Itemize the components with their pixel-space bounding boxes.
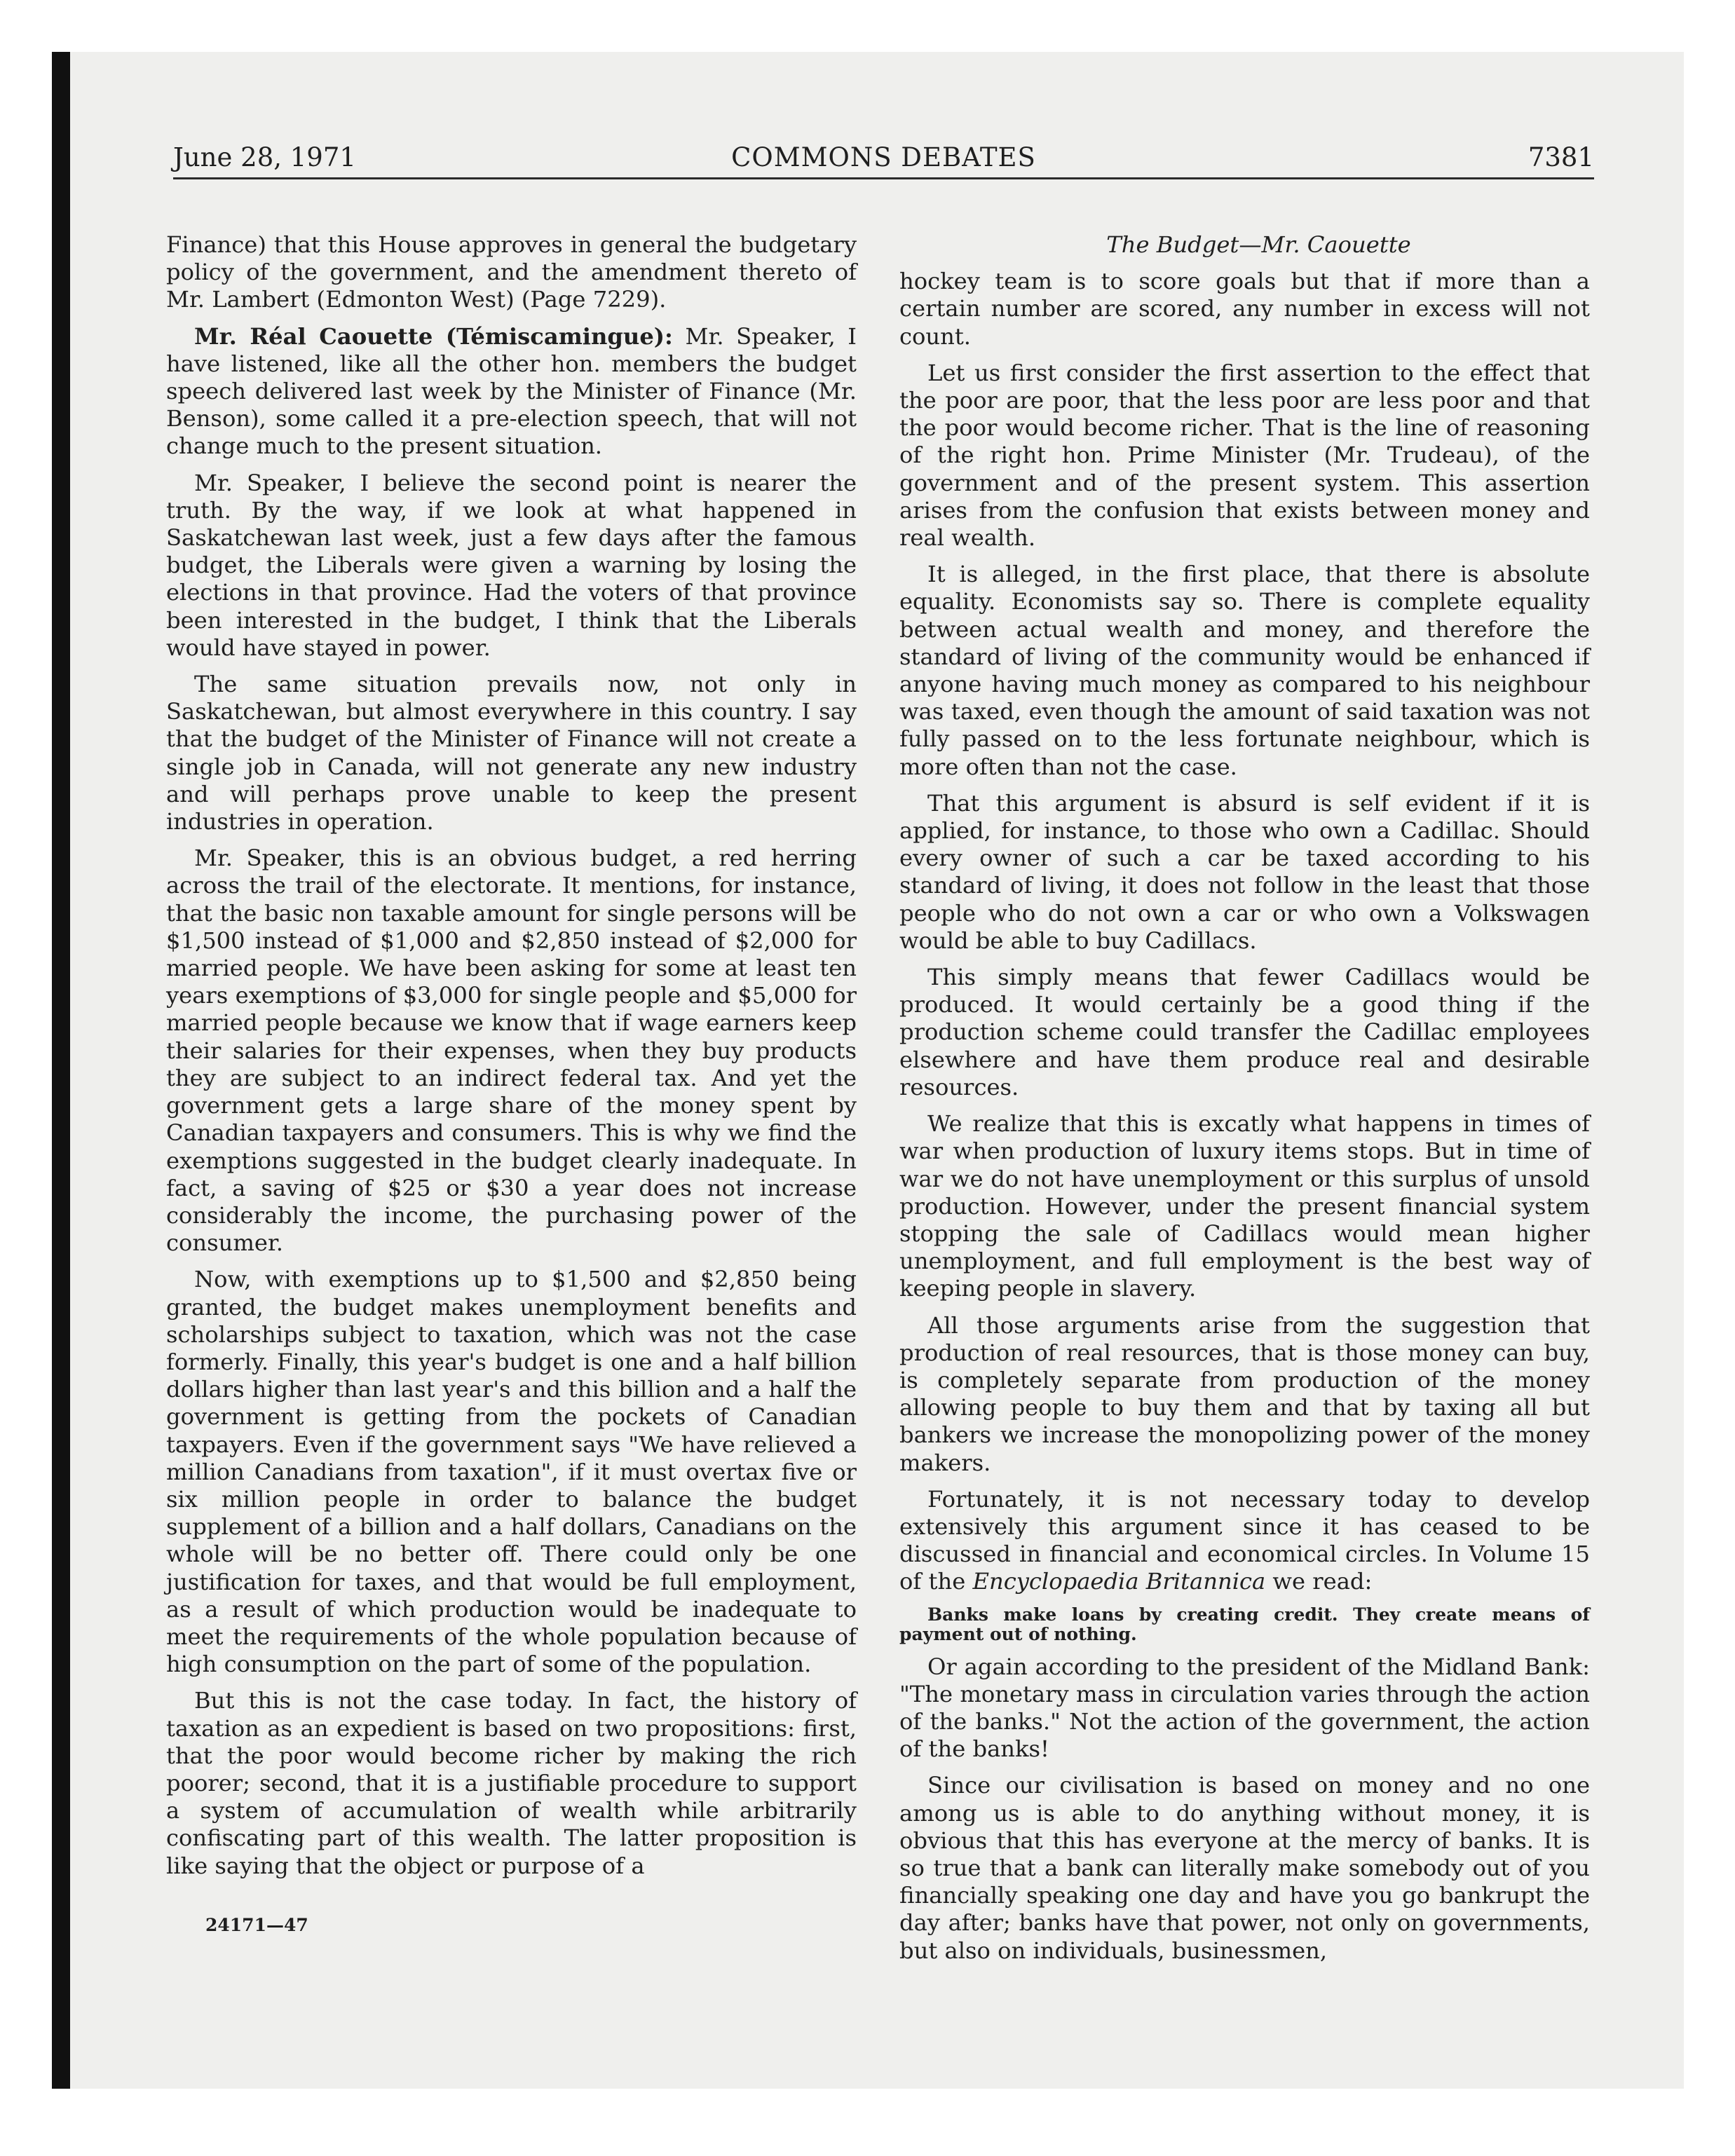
speaker-name: Mr. Réal Caouette (Témiscamingue):: [194, 322, 673, 350]
paragraph: Mr. Speaker, this is an obvious budget, a red herring across the trail of the electorate. It mentions, for instance, that the basic non taxable amount for single persons will be $1,500 instead of $1,000 and $2,850 instead of $2,000 for married people. We have been asking for some at least ten years exemptions of $3,000 for single people and $5,000 for married people because we know that if wage earners keep their salaries for their expenses, when they buy products they are subject to an indirect federal tax. And yet the government gets a large share of the money spent by Canadian taxpayers and consumers. This is why we find the exemptions suggested in the budget clearly inadequate. In fact, a saving of $25 or $30 a year does not increase considerably the income, the purchasing power of the consumer.: [166, 845, 857, 1257]
header-date: June 28, 1971: [173, 142, 356, 172]
left-column: [166, 231, 857, 1889]
printer-signature: 24171—47: [205, 1915, 308, 1935]
paragraph: Mr. Speaker, I believe the second point is nearer the truth. By the way, if we look at what happened in Saskatchewan last week, just a few days after the famous budget, the Liberals were given a warning by losing the elections in that province. Had the voters of that province been interested in the budget, I think that the Liberals would have stayed in power.: [166, 469, 857, 661]
header-page-number: 7381: [1528, 142, 1594, 172]
paragraph: We realize that this is excatly what happens in times of war when production of luxury items stops. But in time of war we do not have unemployment or this surplus of unsold production. However, under the present financial system stopping the sale of Cadillacs would mean higher unemployment, and full employment is the best way of keeping people in slavery.: [899, 1110, 1590, 1302]
running-head: The Budget—Mr. Caouette: [1106, 231, 1411, 258]
block-quote: Banks make loans by creating credit. They create means of payment out of nothing.: [899, 1604, 1590, 1644]
paragraph: All those arguments arise from the suggestion that production of real resources, that is those money can buy, is completely separate from production of the money allowing people to buy them and that by taxing all but bankers we increase the monopolizing power of the money makers.: [899, 1311, 1590, 1476]
right-column: [899, 231, 1590, 1974]
paragraph: Finance) that this House approves in general the budgetary policy of the government, and the amendment thereto of Mr. Lambert (Edmonton West) (Page 7229).: [166, 231, 857, 313]
paragraph: But this is not the case today. In fact, the history of taxation as an expedient is based on two propositions: first, that the poor would become richer by making the rich poorer; second, that it is a justifiable procedure to support a system of accumulation of wealth while arbitrarily confiscating part of this wealth. The latter proposition is like saying that the object or purpose of a: [166, 1687, 857, 1879]
paragraph: Since our civilisation is based on money and no one among us is able to do anything without money, it is obvious that this has everyone at the mercy of banks. It is so true that a bank can literally make somebody out of you financially speaking one day and have you go bankrupt the day after; banks have that power, not only on governments, but also on individuals, businessmen,: [899, 1772, 1590, 1964]
paragraph: It is alleged, in the first place, that there is absolute equality. Economists say so. There is complete equality between actual wealth and money, and therefore the standard of living of the community would be enhanced if anyone having much money as compared to his neighbour was taxed, even though the amount of said taxation was not fully passed on to the less fortunate neighbour, which is more often than not the case.: [899, 561, 1590, 780]
paragraph: Or again according to the president of the Midland Bank: "The monetary mass in circulation varies through the action of the banks." Not the action of the government, the action of the banks!: [899, 1653, 1590, 1763]
paragraph: This simply means that fewer Cadillacs would be produced. It would certainly be a good thing if the production scheme could transfer the Cadillac employees elsewhere and have them produce real and desirable resources.: [899, 964, 1590, 1100]
paragraph: hockey team is to score goals but that if more than a certain number are scored, any number in excess will not count.: [899, 268, 1590, 350]
paragraph: The same situation prevails now, not only in Saskatchewan, but almost everywhere in this country. I say that the budget of the Minister of Finance will not create a single job in Canada, will not generate any new industry and will perhaps prove unable to keep the present industries in operation.: [166, 671, 857, 835]
paragraph-text: Fortunately, it is not necessary today to develop extensively this argument since it has ceased to be discussed in financial and economical circles. In Volume 15 of the: [899, 1485, 1590, 1595]
book-title: Encyclopaedia Britannica: [972, 1568, 1266, 1595]
page-header: [173, 142, 1594, 179]
paragraph-text: we read:: [1265, 1568, 1373, 1595]
paragraph: Now, with exemptions up to $1,500 and $2,850 being granted, the budget makes unemployment benefits and scholarships subject to taxation, which was not the case formerly. Finally, this year's budget is one and a half billion dollars higher than last year's and this billion and a half the government is getting from the pockets of Canadian taxpayers. Even if the government says "We have relieved a million Canadians from taxation", if it must overtax five or six million people in order to balance the budget supplement of a billion and a half dollars, Canadians on the whole will be no better off. There could only be one justification for taxes, and that would be full employment, as a result of which production would be inadequate to meet the requirements of the whole population because of high consumption on the part of some of the population.: [166, 1266, 857, 1678]
paragraph: Let us first consider the first assertion to the effect that the poor are poor, that the less poor are less poor and that the poor would become richer. That is the line of reasoning of the right hon. Prime Minister (Mr. Trudeau), of the government and of the present system. This assertion arises from the confusion that exists between money and real wealth.: [899, 359, 1590, 552]
paragraph-text: Mr. Speaker, I have listened, like all the other hon. members the budget speech delivered last week by the Minister of Finance (Mr. Benson), some called it a pre-election speech, that will not change much to the present situation.: [166, 322, 857, 460]
header-title: COMMONS DEBATES: [731, 142, 1036, 172]
paragraph: [166, 323, 857, 460]
paragraph: That this argument is absurd is self evident if it is applied, for instance, to those who own a Cadillac. Should every owner of such a car be taxed according to his standard of living, it does not follow in the least that those people who do not own a car or who own a Volkswagen would be able to buy Cadillacs.: [899, 789, 1590, 954]
paragraph: [899, 1486, 1590, 1596]
